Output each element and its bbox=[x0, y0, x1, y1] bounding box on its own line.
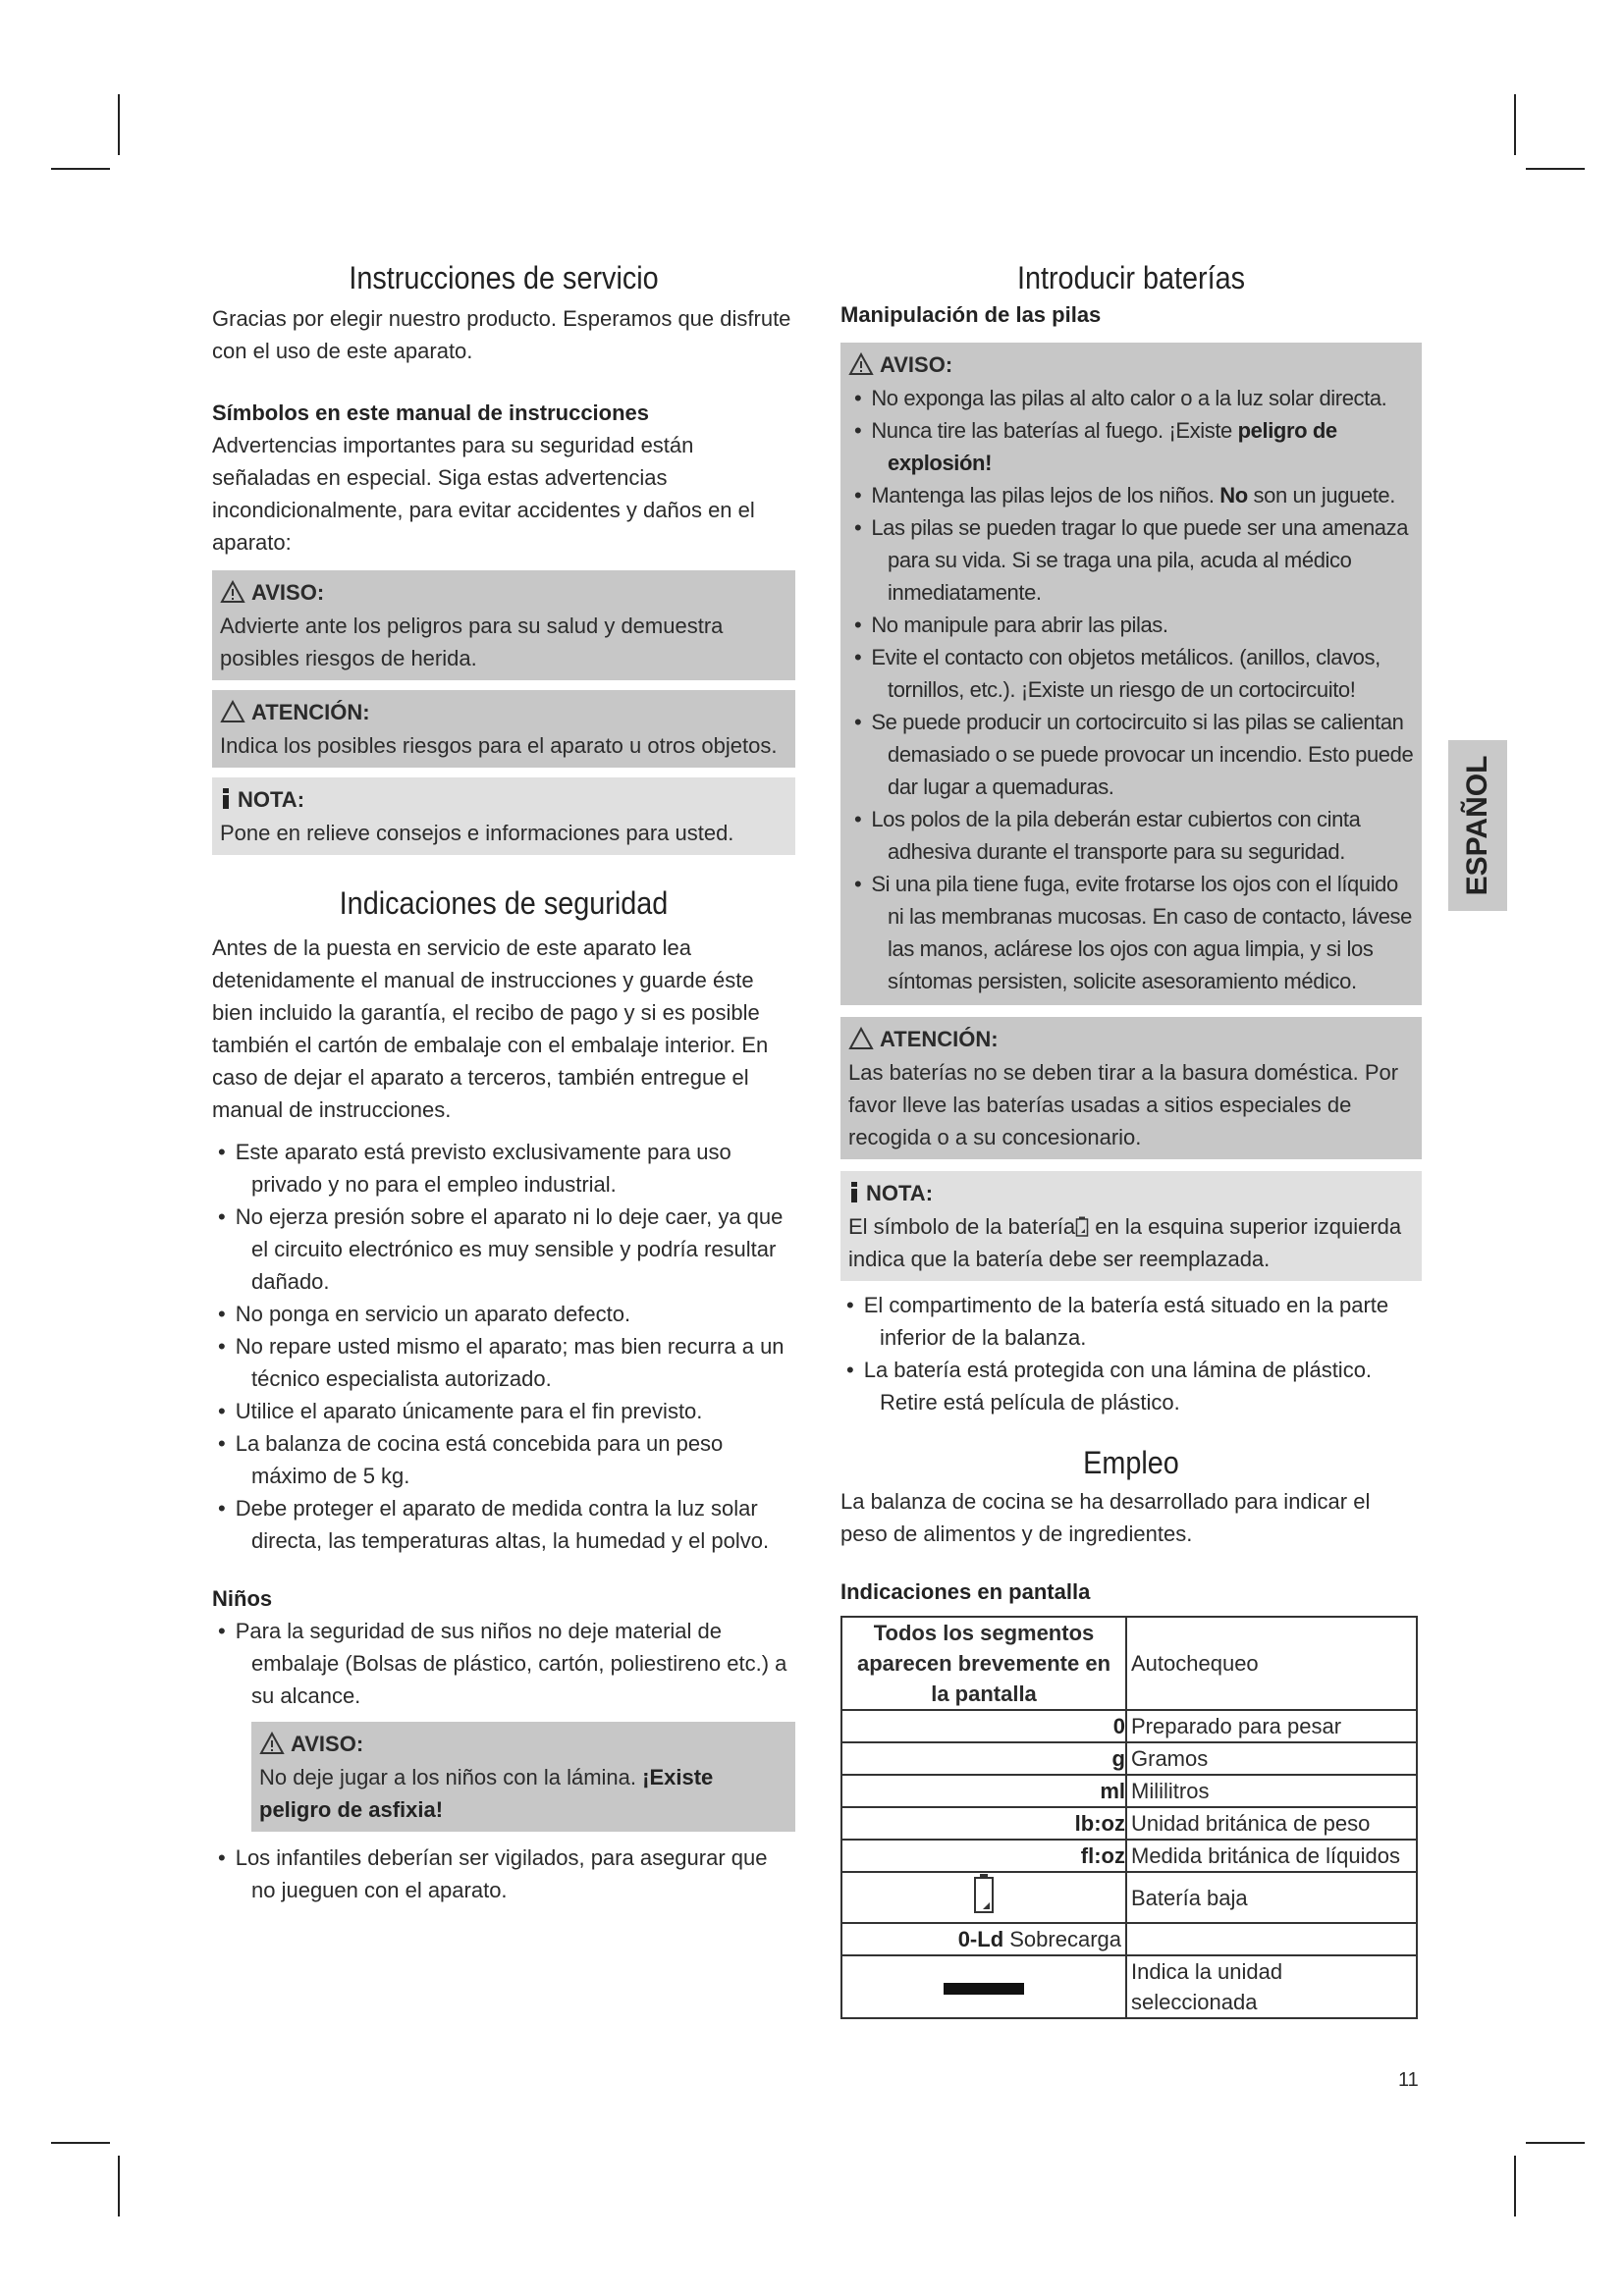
children-heading: Niños bbox=[212, 1586, 273, 1611]
table-cell-desc: Autochequeo bbox=[1126, 1617, 1417, 1710]
table-cell-desc: Gramos bbox=[1126, 1742, 1417, 1775]
item-text: Mantenga las pilas lejos de los niños. bbox=[871, 483, 1220, 507]
battery-nota-label: NOTA: bbox=[866, 1180, 934, 1205]
symbol-text: ml bbox=[1100, 1779, 1125, 1803]
battery-aviso-label: AVISO: bbox=[880, 351, 953, 377]
side-tab-label: ESPAÑOL bbox=[1461, 755, 1493, 896]
side-tab bbox=[1448, 740, 1507, 911]
info-icon bbox=[220, 787, 232, 811]
children-list-2 bbox=[212, 1842, 795, 1906]
list-item: • No ejerza presión sobre el aparato ni lo deje caer, ya que el circuito electrónico es muy sensible y podría resultar dañado. bbox=[212, 1201, 795, 1298]
list-item: • Si una pila tiene fuga, evite frotarse los ojos con el líquido ni las membranas mucosas. En caso de contacto, lávese las manos, aclárese los ojos con agua limpia, y si los síntomas persisten, solicite asesoramiento médico. bbox=[848, 868, 1414, 997]
list-item: • Este aparato está previsto exclusivamente para uso privado y no para el empleo industrial. bbox=[212, 1136, 795, 1201]
intro-text: Gracias por elegir nuestro producto. Esperamos que disfrute con el uso de este aparato. bbox=[212, 306, 791, 363]
display-heading: Indicaciones en pantalla bbox=[840, 1579, 1091, 1604]
symbol-desc: Sobrecarga bbox=[1003, 1927, 1121, 1951]
symbol-text: 0-Ld bbox=[957, 1927, 1004, 1951]
list-item bbox=[848, 414, 1414, 479]
list-item: • Para la seguridad de sus niños no deje material de embalaje (Bolsas de plástico, cartón, poliestireno etc.) a su alcance. bbox=[212, 1615, 795, 1712]
list-item bbox=[848, 479, 1414, 511]
list-item: • Los polos de la pila deberán estar cubiertos con cinta adhesiva durante el transporte para su seguridad. bbox=[848, 803, 1414, 868]
table-row bbox=[841, 1872, 1417, 1923]
battery-handling-heading: Manipulación de las pilas bbox=[840, 302, 1102, 327]
crop-mark bbox=[51, 168, 110, 170]
list-item: • No manipule para abrir las pilas. bbox=[848, 609, 1414, 641]
display-table bbox=[840, 1616, 1418, 2019]
list-item: • Evite el contacto con objetos metálicos. (anillos, clavos, tornillos, etc.). ¡Existe un riesgo de un cortocircuito! bbox=[848, 641, 1414, 706]
aviso-label: AVISO: bbox=[251, 579, 325, 605]
list-item: • El compartimento de la batería está situado en la parte inferior de la balanza. bbox=[840, 1289, 1422, 1354]
crop-mark bbox=[118, 2156, 120, 2216]
warning-exclamation-icon bbox=[848, 352, 874, 376]
list-item: • Las pilas se pueden tragar lo que puede ser una amenaza para su vida. Si se traga una pila, acuda al médico inmediatamente. bbox=[848, 511, 1414, 609]
safety-list bbox=[212, 1136, 795, 1557]
battery-warning-list bbox=[848, 382, 1414, 997]
warning-exclamation-icon bbox=[220, 580, 245, 604]
battery-atencion-label: ATENCIÓN: bbox=[880, 1026, 999, 1051]
crop-mark bbox=[1514, 94, 1516, 155]
children-aviso-label: AVISO: bbox=[291, 1731, 364, 1756]
list-item: • Debe proteger el aparato de medida contra la luz solar directa, las temperaturas altas, la humedad y el polvo. bbox=[212, 1492, 795, 1557]
list-item: • La balanza de cocina está concebida para un peso máximo de 5 kg. bbox=[212, 1427, 795, 1492]
children-aviso-box bbox=[251, 1722, 795, 1832]
nota-text: Pone en relieve consejos e informaciones para usted. bbox=[220, 821, 734, 845]
batteries-title: Introducir baterías bbox=[1016, 260, 1246, 295]
table-row bbox=[841, 1955, 1417, 2018]
table-cell-desc: Mililitros bbox=[1126, 1775, 1417, 1807]
table-cell-desc: Medida británica de líquidos bbox=[1126, 1840, 1417, 1872]
symbol-text: lb:oz bbox=[1074, 1811, 1125, 1836]
symbols-text: Advertencias importantes para su seguridad están señaladas en especial. Siga estas advertencias incondicionalmente, para evitar accidentes y daños en el aparato: bbox=[212, 433, 755, 555]
children-aviso-plain: No deje jugar a los niños con la lámina. bbox=[259, 1765, 643, 1789]
table-cell-symbol bbox=[841, 1923, 1126, 1955]
crop-mark bbox=[1526, 168, 1585, 170]
safety-intro: Antes de la puesta en servicio de este aparato lea detenidamente el manual de instrucciones y guarde éste bien incluido la garantía, el recibo de pago y si es posible también el cartón de embalaje con el embalaje interior. En caso de dejar el aparato a terceros, también entregue el manual de instrucciones. bbox=[212, 935, 769, 1122]
nota-text-b: en la esquina superior izquierda indica que la batería debe ser reemplazada. bbox=[848, 1214, 1402, 1271]
symbol-text: g bbox=[1111, 1746, 1125, 1771]
symbol-text: 0 bbox=[1112, 1714, 1125, 1738]
battery-info-list bbox=[840, 1289, 1422, 1418]
battery-nota-text bbox=[848, 1210, 1414, 1275]
battery-aviso-box bbox=[840, 343, 1422, 1005]
use-title: Empleo bbox=[1083, 1445, 1179, 1480]
item-bold: No bbox=[1219, 483, 1248, 507]
table-cell-desc: Indica la unidad seleccionada bbox=[1126, 1955, 1417, 2018]
caution-triangle-icon bbox=[220, 700, 245, 723]
list-item: • No repare usted mismo el aparato; mas bien recurra a un técnico especialista autorizado. bbox=[212, 1330, 795, 1395]
table-row bbox=[841, 1807, 1417, 1840]
nota-box bbox=[212, 777, 795, 855]
children-list bbox=[212, 1615, 795, 1712]
warning-exclamation-icon bbox=[259, 1732, 285, 1755]
crop-mark bbox=[1514, 2156, 1516, 2216]
table-cell-symbol bbox=[841, 1742, 1126, 1775]
list-item: • Se puede producir un cortocircuito si las pilas se calientan demasiado o se puede provocar un incendio. Esto puede dar lugar a quemaduras. bbox=[848, 706, 1414, 803]
table-row bbox=[841, 1775, 1417, 1807]
symbol-text: fl:oz bbox=[1080, 1843, 1125, 1868]
table-cell-symbol bbox=[841, 1775, 1126, 1807]
item-text-2: son un juguete. bbox=[1247, 483, 1395, 507]
table-cell-symbol bbox=[841, 1840, 1126, 1872]
right-column bbox=[840, 257, 1422, 2019]
item-text: Nunca tire las baterías al fuego. ¡Existe bbox=[871, 418, 1238, 443]
list-item: • Los infantiles deberían ser vigilados, para asegurar que no jueguen con el aparato. bbox=[212, 1842, 795, 1906]
list-item: • No exponga las pilas al alto calor o a la luz solar directa. bbox=[848, 382, 1414, 414]
table-row bbox=[841, 1840, 1417, 1872]
table-cell-desc: Batería baja bbox=[1126, 1872, 1417, 1923]
nota-text-a: El símbolo de la batería bbox=[848, 1214, 1076, 1239]
table-cell-symbol bbox=[841, 1872, 1126, 1923]
battery-atencion-text: Las baterías no se deben tirar a la basura doméstica. Por favor lleve las baterías usadas a sitios especiales de recogida o a su concesionario. bbox=[848, 1060, 1399, 1149]
table-cell-symbol bbox=[841, 1710, 1126, 1742]
list-item: • Utilice el aparato únicamente para el fin previsto. bbox=[212, 1395, 795, 1427]
info-icon bbox=[848, 1181, 860, 1204]
children-aviso-text bbox=[259, 1761, 787, 1826]
low-battery-icon bbox=[1075, 1216, 1089, 1238]
table-cell-symbol: Todos los segmentos aparecen brevemente en la pantalla bbox=[841, 1617, 1126, 1710]
table-row bbox=[841, 1617, 1417, 1710]
symbols-heading: Símbolos en este manual de instrucciones bbox=[212, 400, 650, 425]
table-row bbox=[841, 1923, 1417, 1955]
page-title-instructions: Instrucciones de servicio bbox=[349, 260, 659, 295]
crop-mark bbox=[118, 94, 120, 155]
safety-title: Indicaciones de seguridad bbox=[339, 885, 669, 921]
crop-mark bbox=[51, 2142, 110, 2144]
low-battery-icon bbox=[973, 1873, 995, 1914]
caution-triangle-icon bbox=[848, 1027, 874, 1050]
item-bold: peligro de explosión! bbox=[888, 418, 1337, 475]
unit-indicator-bar-icon bbox=[944, 1983, 1024, 1995]
aviso-box bbox=[212, 570, 795, 680]
table-cell-desc: Unidad británica de peso bbox=[1126, 1807, 1417, 1840]
battery-atencion-box bbox=[840, 1017, 1422, 1159]
children-aviso-bold: ¡Existe peligro de asfixia! bbox=[259, 1765, 714, 1822]
table-row bbox=[841, 1710, 1417, 1742]
crop-mark bbox=[1526, 2142, 1585, 2144]
nota-label: NOTA: bbox=[238, 786, 305, 812]
page-number: 11 bbox=[1398, 2069, 1419, 2091]
table-cell-desc: Preparado para pesar bbox=[1126, 1710, 1417, 1742]
battery-nota-box bbox=[840, 1171, 1422, 1281]
table-cell-desc bbox=[1126, 1923, 1417, 1955]
aviso-text: Advierte ante los peligros para su salud y demuestra posibles riesgos de herida. bbox=[220, 614, 724, 670]
table-row bbox=[841, 1742, 1417, 1775]
use-text: La balanza de cocina se ha desarrollado para indicar el peso de alimentos y de ingredientes. bbox=[840, 1489, 1371, 1546]
atencion-text: Indica los posibles riesgos para el aparato u otros objetos. bbox=[220, 733, 778, 758]
table-cell-symbol bbox=[841, 1807, 1126, 1840]
list-item: • La batería está protegida con una lámina de plástico. Retire está película de plástico. bbox=[840, 1354, 1422, 1418]
left-column bbox=[212, 257, 795, 1906]
list-item: • No ponga en servicio un aparato defecto. bbox=[212, 1298, 795, 1330]
atencion-label: ATENCIÓN: bbox=[251, 699, 370, 724]
atencion-box bbox=[212, 690, 795, 768]
table-cell-symbol bbox=[841, 1955, 1126, 2018]
